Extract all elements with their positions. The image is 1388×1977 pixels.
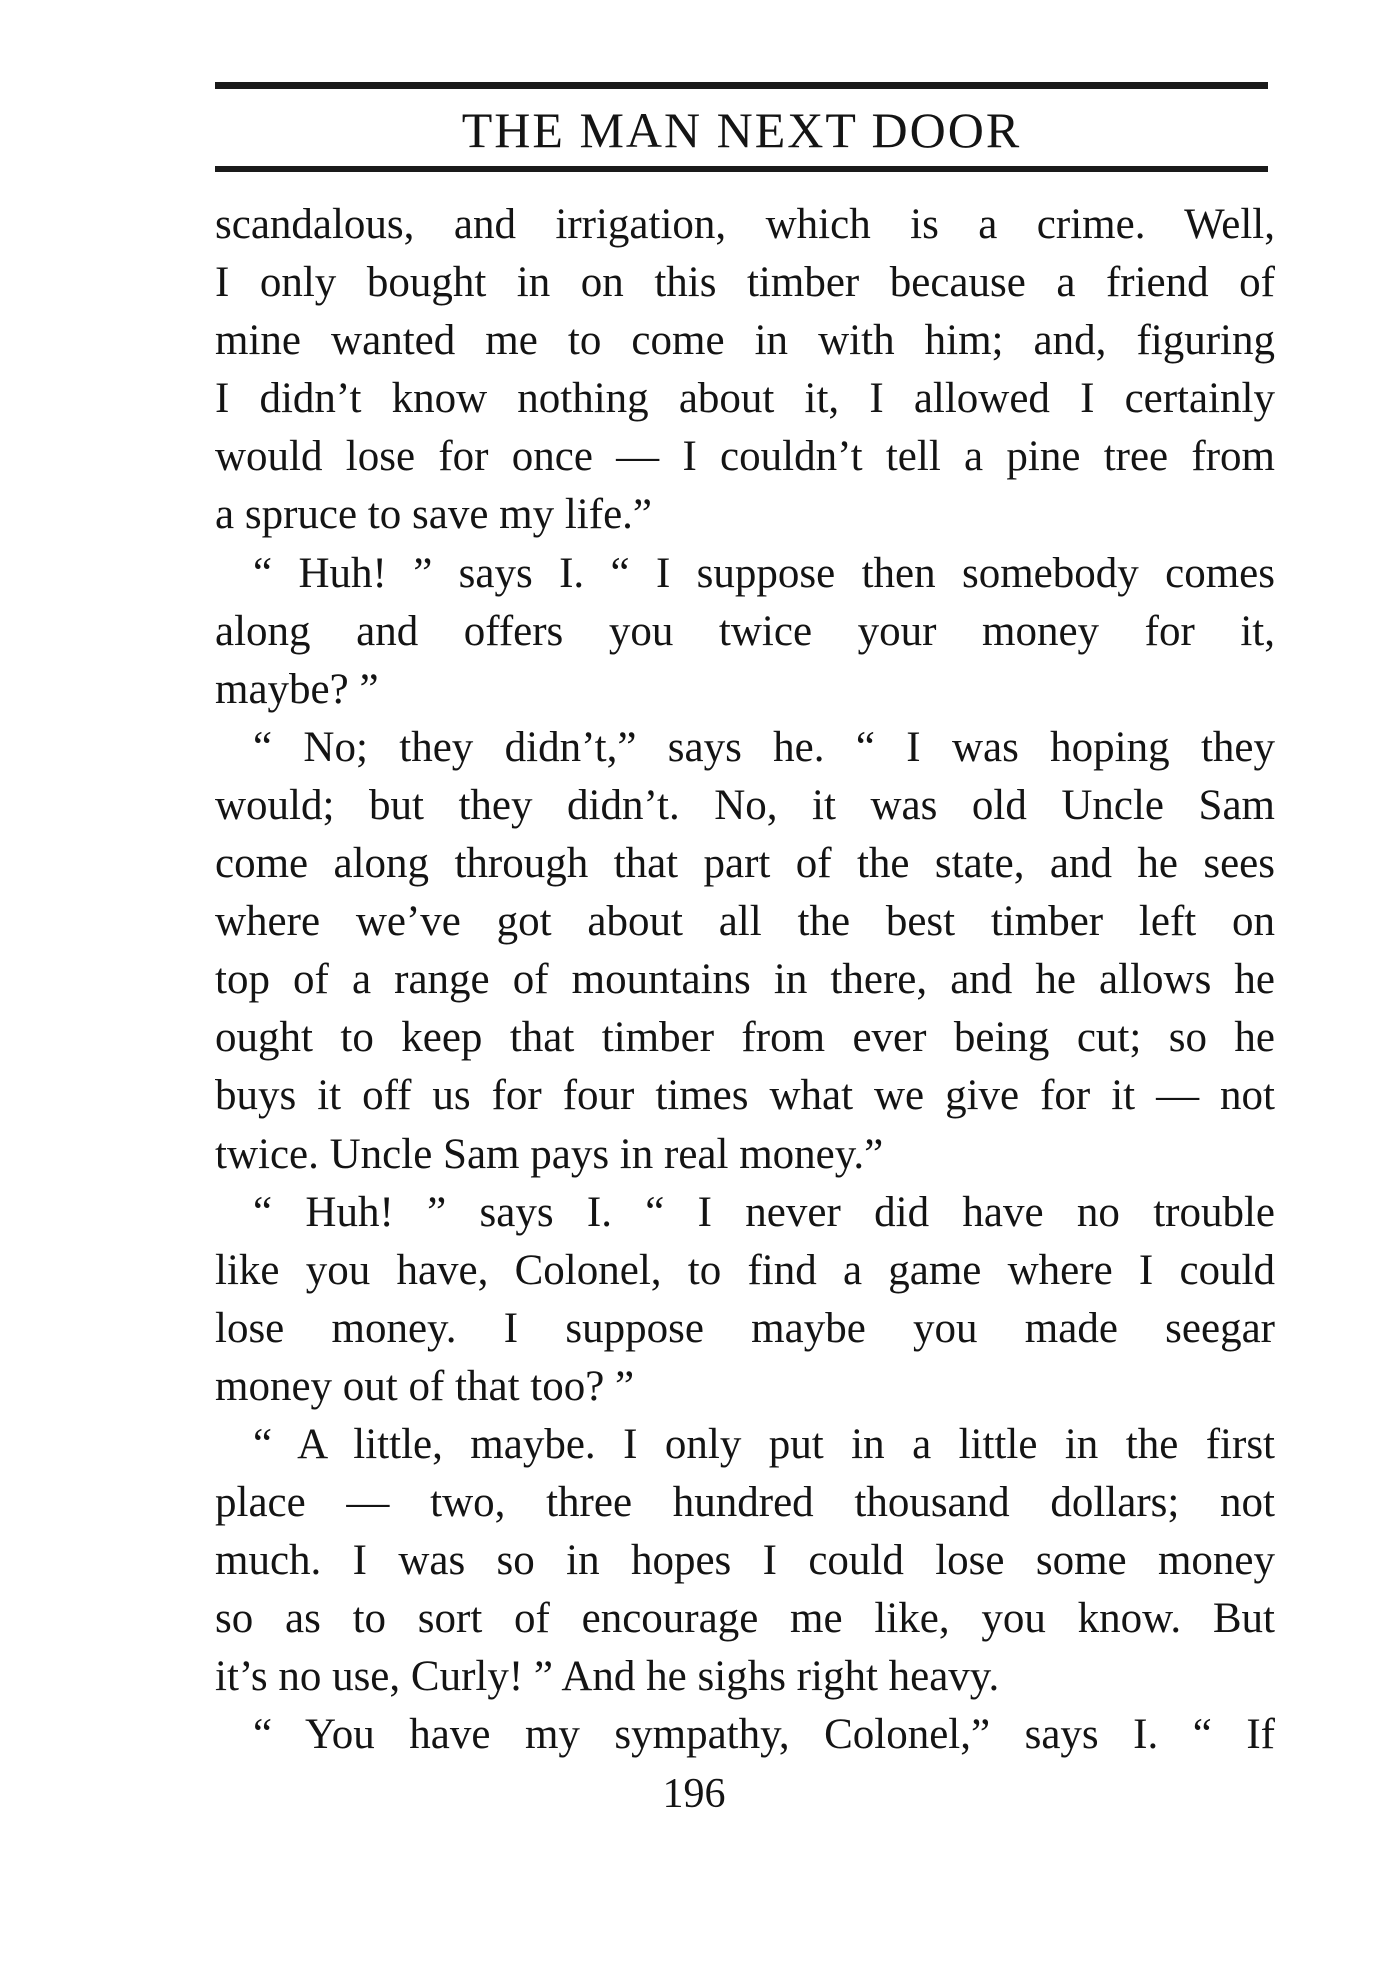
text-line: would; but they didn’t. No, it was old Uncle Sam bbox=[215, 781, 1275, 829]
text-line: I didn’t know nothing about it, I allowed I certainly bbox=[215, 375, 1275, 423]
text-line: ought to keep that timber from ever being cut; so he bbox=[215, 1014, 1275, 1062]
text-line: maybe? ” bbox=[215, 665, 379, 713]
text-line: mine wanted me to come in with him; and, figuring bbox=[215, 317, 1275, 365]
text-line: money out of that too? ” bbox=[215, 1362, 635, 1410]
body-text bbox=[215, 196, 1275, 1765]
running-head: THE MAN NEXT DOOR bbox=[461, 102, 1022, 158]
text-line: like you have, Colonel, to find a game where I could bbox=[215, 1246, 1275, 1294]
header-top-rule bbox=[215, 82, 1268, 89]
text-line: twice. Uncle Sam pays in real money.” bbox=[215, 1130, 884, 1178]
text-line: come along through that part of the state, and he sees bbox=[215, 840, 1275, 888]
text-line: a spruce to save my life.” bbox=[215, 491, 652, 539]
text-line: would lose for once — I couldn’t tell a pine tree from bbox=[215, 433, 1275, 481]
text-line: “ No; they didn’t,” says he. “ I was hoping they bbox=[253, 723, 1275, 771]
text-line: it’s no use, Curly! ” And he sighs right heavy. bbox=[215, 1653, 1000, 1701]
page-number: 196 bbox=[662, 1771, 726, 1817]
text-line: buys it off us for four times what we give for it — not bbox=[215, 1072, 1275, 1120]
text-line: top of a range of mountains in there, and he allows he bbox=[215, 956, 1275, 1004]
text-line: scandalous, and irrigation, which is a crime. Well, bbox=[215, 201, 1275, 248]
text-line: much. I was so in hopes I could lose some money bbox=[215, 1537, 1275, 1585]
text-line: “ A little, maybe. I only put in a little in the first bbox=[253, 1420, 1275, 1468]
text-line: I only bought in on this timber because a friend of bbox=[215, 259, 1275, 307]
text-line: where we’ve got about all the best timber left on bbox=[215, 898, 1275, 946]
header-bottom-rule bbox=[215, 166, 1268, 172]
text-line: “ Huh! ” says I. “ I never did have no trouble bbox=[253, 1188, 1275, 1236]
text-line: place — two, three hundred thousand dollars; not bbox=[215, 1479, 1275, 1527]
text-line: so as to sort of encourage me like, you know. But bbox=[215, 1595, 1275, 1643]
text-line: “ Huh! ” says I. “ I suppose then somebody comes bbox=[253, 549, 1275, 597]
text-line: “ You have my sympathy, Colonel,” says I. “ If bbox=[253, 1711, 1275, 1759]
text-line: lose money. I suppose maybe you made seegar bbox=[215, 1304, 1275, 1352]
text-line: along and offers you twice your money for it, bbox=[215, 607, 1275, 655]
